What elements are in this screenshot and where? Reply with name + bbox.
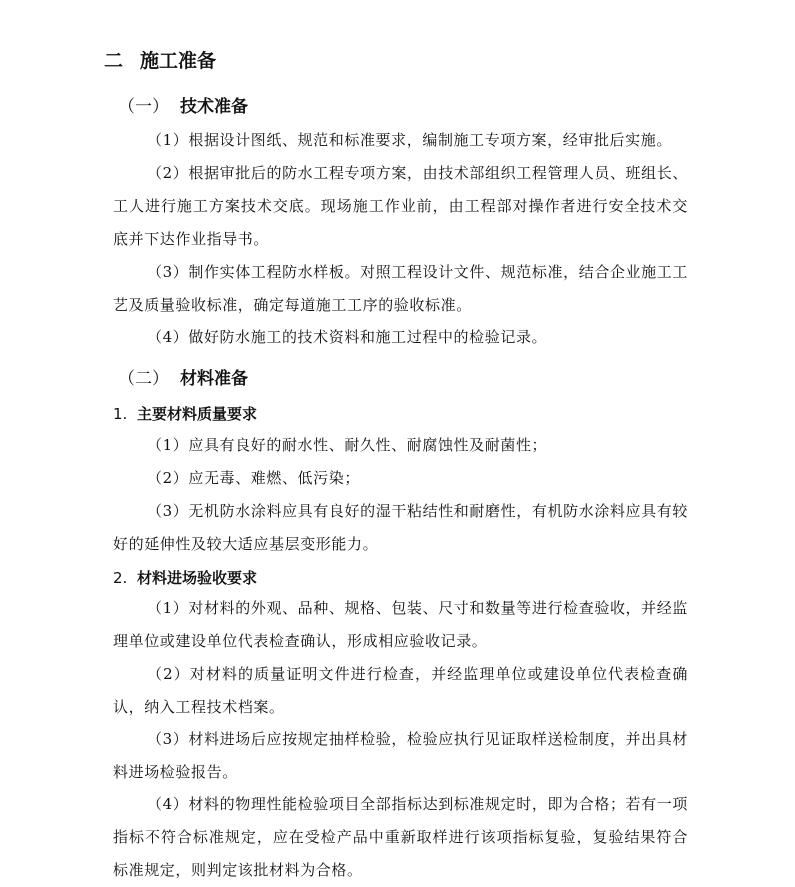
section-number: （二） <box>118 369 169 389</box>
subsection-heading-quality <box>113 403 257 424</box>
chapter-title: 施工准备 <box>140 50 217 72</box>
paragraph: （2）对材料的质量证明文件进行检查，并经监理单位或建设单位代表检查确认，纳入工程技术档案。 <box>113 665 688 716</box>
section-heading-technical <box>118 92 248 117</box>
paragraph: （2）根据审批后的防水工程专项方案，由技术部组织工程管理人员、班组长、工人进行施工方案技术交底。现场施工作业前，由工程部对操作者进行安全技术交底并下达作业指导书。 <box>113 164 688 248</box>
subsection-number: 1. <box>113 405 128 423</box>
paragraph: （1）对材料的外观、品种、规格、包装、尺寸和数量等进行检查验收，并经监理单位或建设单位代表检查确认，形成相应验收记录。 <box>113 599 688 650</box>
paragraph: （1）应具有良好的耐水性、耐久性、耐腐蚀性及耐菌性； <box>147 436 548 454</box>
chapter-number: 二 <box>104 50 124 72</box>
section-heading-materials <box>118 364 248 389</box>
section-title: 材料准备 <box>180 369 248 389</box>
section-number: （一） <box>118 97 169 117</box>
paragraph: （3）材料进场后应按规定抽样检验，检验应执行见证取样送检制度，并出具材料进场检验报告。 <box>113 730 688 781</box>
section-title: 技术准备 <box>180 97 248 117</box>
paragraph: （2）应无毒、难燃、低污染； <box>147 469 360 487</box>
subsection-number: 2. <box>113 569 128 587</box>
paragraph: （4）做好防水施工的技术资料和施工过程中的检验记录。 <box>147 328 548 346</box>
subsection-heading-acceptance <box>113 567 257 588</box>
chapter-heading <box>104 46 216 73</box>
subsection-title: 主要材料质量要求 <box>137 405 258 423</box>
paragraph: （3）无机防水涂料应具有良好的湿干粘结性和耐磨性，有机防水涂料应具有较好的延伸性及较大适应基层变形能力。 <box>113 502 688 553</box>
paragraph: （1）根据设计图纸、规范和标准要求，编制施工专项方案，经审批后实施。 <box>147 131 672 149</box>
paragraph: （4）材料的物理性能检验项目全部指标达到标准规定时，即为合格；若有一项指标不符合标准规定，应在受检产品中重新取样进行该项指标复验，复验结果符合标准规定，则判定该批材料为合格。 <box>113 795 688 879</box>
subsection-title: 材料进场验收要求 <box>137 569 258 587</box>
paragraph: （3）制作实体工程防水样板。对照工程设计文件、规范标准，结合企业施工工艺及质量验收标准，确定每道施工工序的验收标准。 <box>113 263 688 314</box>
